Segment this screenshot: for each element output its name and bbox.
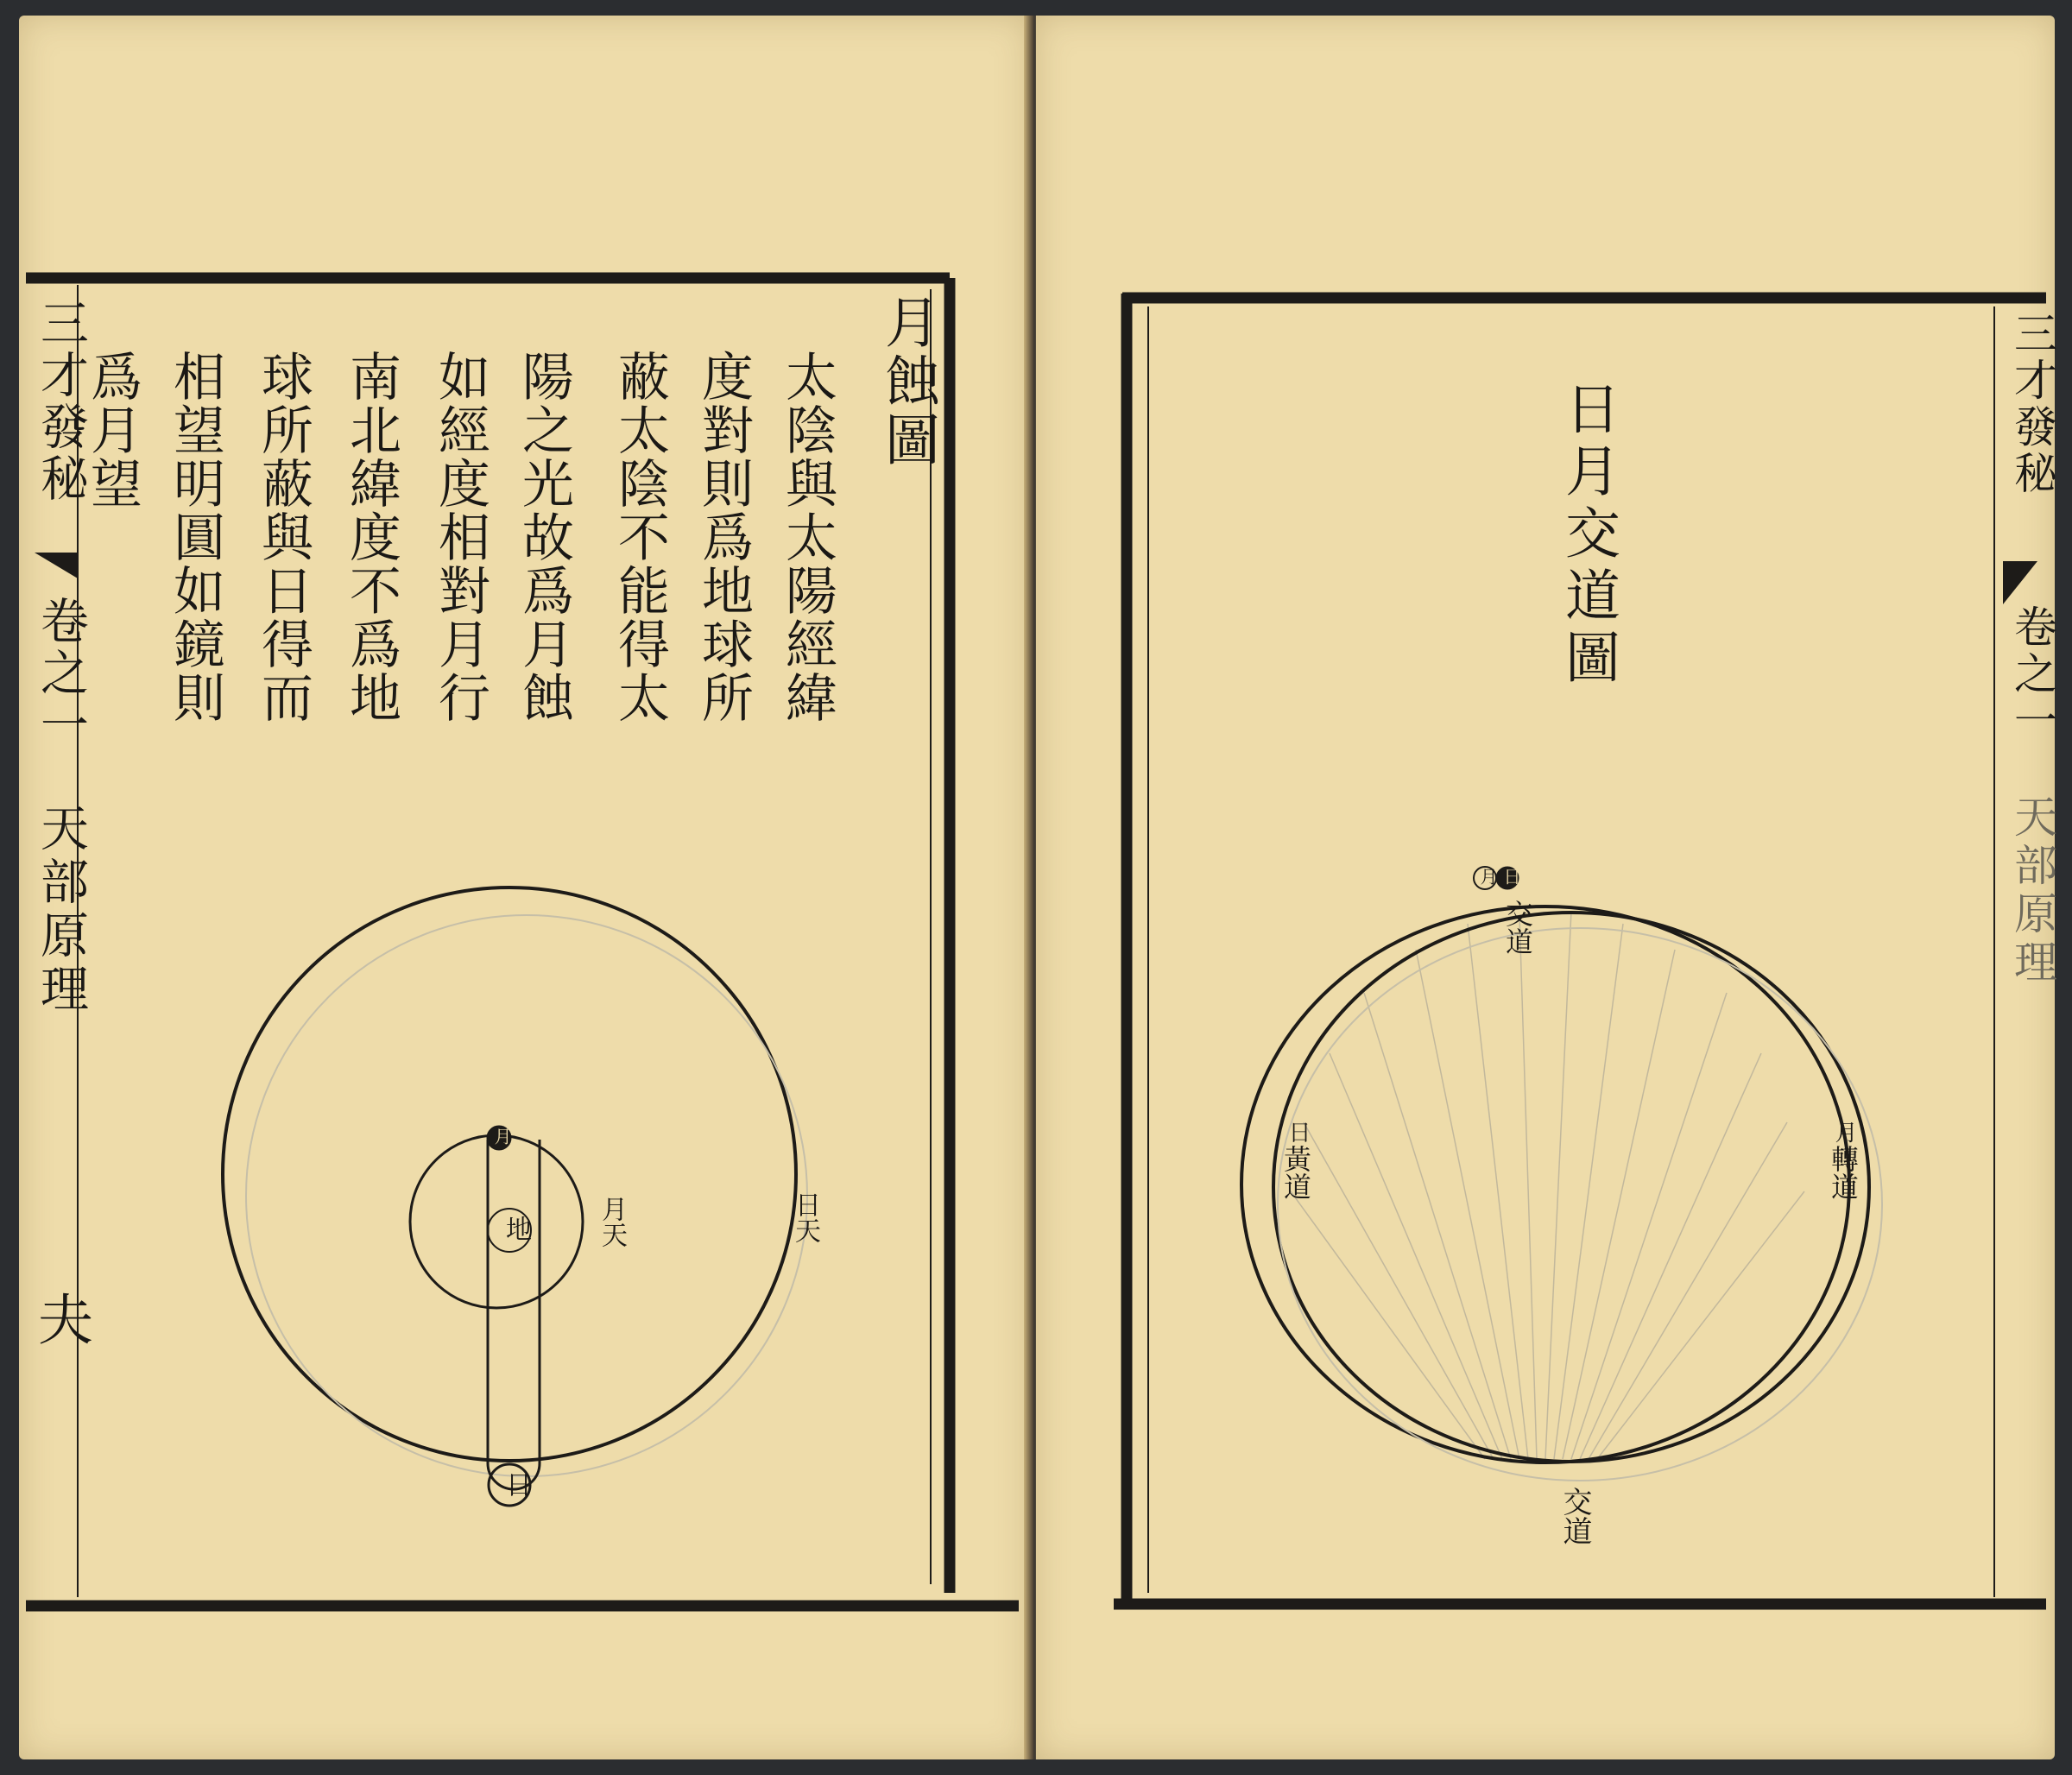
left-body-column-4: 陽之光故爲月蝕: [514, 350, 574, 724]
moon-marker-label: 月: [491, 1128, 512, 1145]
right-margin-section: 天部原理: [2007, 794, 2057, 988]
sun-orbit-circle: [223, 888, 796, 1461]
right-margin-title: 三才發秘: [2007, 311, 2057, 497]
moon-orbit-label: 月天: [597, 1196, 627, 1248]
left-body-column-1: 太陰與太陽經緯: [777, 350, 837, 724]
left-margin-section: 天部原理: [33, 803, 89, 1017]
right-margin-volume: 卷之一: [2007, 604, 2057, 744]
left-margin-volume: 卷之一: [33, 596, 89, 751]
sun-moon-paths-diagram: [1241, 867, 1882, 1481]
left-margin-folio: 夫: [28, 1291, 92, 1346]
ecliptic-label: 黃道: [1279, 1145, 1312, 1200]
bottom-node-label: 交道: [1557, 1487, 1592, 1545]
sun-marker-label: 日: [501, 1471, 531, 1497]
sun-orbit-label: 日天: [790, 1191, 820, 1243]
top-node-label: 交道: [1501, 900, 1534, 955]
left-body-column-5: 如經度相對月行: [430, 350, 490, 724]
left-body-column-7: 球所蔽與日得而: [253, 350, 313, 724]
moon-path-label: 轉道: [1827, 1145, 1860, 1200]
right-chart-title: 日月交道圖: [1556, 380, 1620, 691]
earth-shadow-band: [488, 1140, 540, 1489]
ecliptic-sun-label: 日: [1285, 1121, 1311, 1143]
left-body-column-6: 南北緯度不爲地: [341, 350, 401, 724]
ecliptic-circle: [1241, 906, 1849, 1462]
ghost-circle: [1278, 928, 1882, 1481]
left-body-column-9: 爲月望: [82, 350, 142, 510]
lunar-eclipse-diagram: [223, 888, 807, 1506]
top-node-sun-label: 日: [1500, 868, 1521, 885]
sun-orbit-ghost: [246, 915, 807, 1476]
left-margin-title: 三才發秘: [33, 298, 89, 505]
left-body-column-3: 蔽太陰不能得太: [610, 350, 670, 724]
moon-path-moon-label: 月: [1831, 1121, 1857, 1143]
left-body-column-2: 度對則爲地球所: [693, 350, 754, 724]
hatching: [1291, 911, 1804, 1459]
left-chart-title: 月蝕圖: [875, 294, 939, 470]
moon-path-circle: [1273, 913, 1869, 1462]
top-node-moon-label: 月: [1477, 868, 1498, 885]
earth-label: 地: [501, 1216, 531, 1241]
left-body-column-8: 相望明圓如鏡則: [165, 350, 225, 724]
